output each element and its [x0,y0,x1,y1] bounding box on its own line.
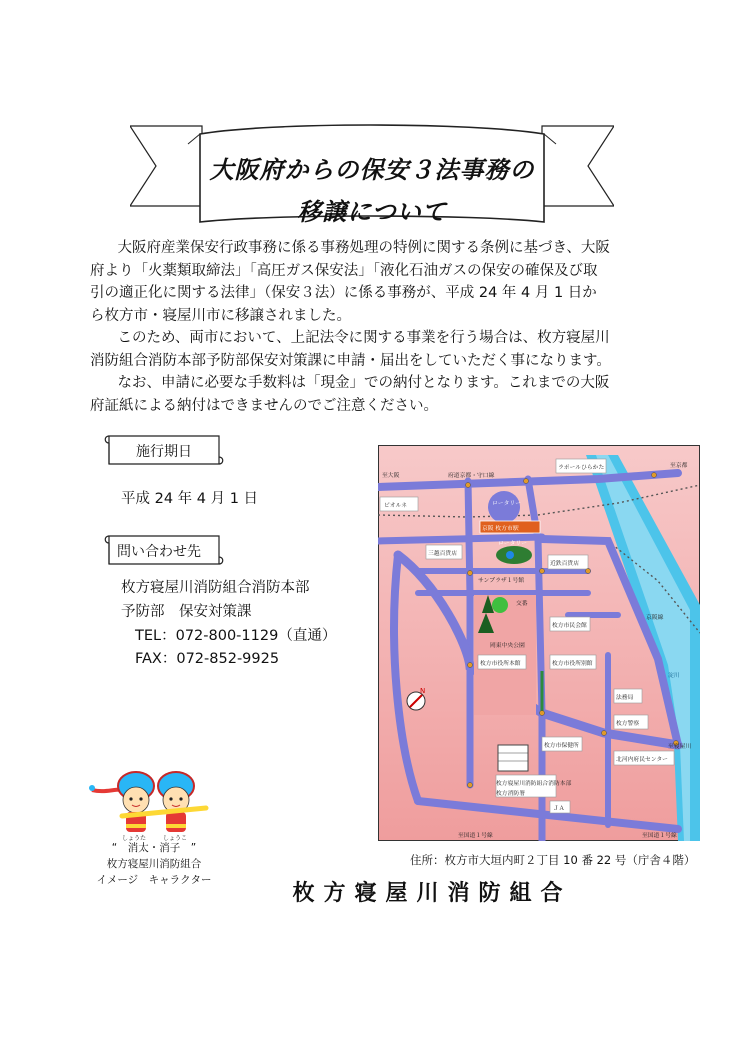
map-label: 至寝屋川 [668,744,692,750]
location-map [378,445,700,841]
map-label: 至国道１号線 [458,833,493,839]
p2-line2: 消防組合消防本部予防部保安対策課に申請・届出をしていただく事になります。 [90,352,611,369]
map-label: 三越百貨店 [428,551,457,557]
map-label: 北河内府民センター [616,757,668,763]
organization-name: 枚方寝屋川消防組合 [292,881,572,906]
mascot-caption: イメージ キャラクター [96,874,212,886]
contact-fax: FAX：072-852-9925 [135,651,280,667]
contact-label-text: 問い合わせ先 [117,544,201,560]
page-title-line1: 大阪府からの保安３法事務の [209,156,535,184]
map-label: 至国道１号線 [642,833,677,839]
map-label: 近鉄百貨店 [550,561,579,567]
map-label: サンプラザ１号館 [478,578,525,584]
mascot-ruby-2: しょうこ [163,835,188,842]
mascot-ruby-1: しょうた [122,835,147,842]
map-label: 至大阪 [382,473,400,479]
map-label: 枚方市役所本館 [480,661,521,667]
contact-label [103,533,225,567]
contact-dept: 予防部 保安対策課 [121,604,252,620]
map-label: 枚方市保健所 [544,743,579,749]
mascot-org: 枚方寝屋川消防組合 [106,858,202,870]
map-label: 枚方寝屋川消防組合消防本部 [496,781,572,787]
map-label: 岡東中央公園 [490,643,525,649]
map-label: 府道京都・守口線 [448,473,495,479]
p1-line4: ら枚方市・寝屋川市に移譲されました。 [90,307,351,324]
effective-date-label [103,433,225,467]
map-label: 交番 [516,601,528,607]
map-label: ロータリー [498,541,527,547]
map-label: 枚方消防署 [496,791,525,797]
map-label: 枚方警察 [616,721,640,727]
p1-line2: 府より「火薬類取締法」「高圧ガス保安法」「液化石油ガスの保安の確保及び取 [90,262,598,279]
map-label: ロータリー [492,501,521,507]
address: 住所：枚方市大垣内町２丁目 10 番 22 号（庁舎４階） [410,853,696,867]
map-label: 枚方市役所別館 [552,661,593,667]
contact-tel: TEL：072-800-1129（直通） [135,628,337,644]
map-label: ビオルネ [384,503,408,509]
body-text [90,237,663,417]
map-label: ラポールひらかた [558,465,605,471]
map-label: 枚方市民会館 [552,623,587,629]
map-label: 京阪線 [646,615,664,621]
effective-date: 平成 24 年 4 月 1 日 [121,491,259,507]
map-label: 京阪 枚方市駅 [482,526,519,532]
p2-line1: このため、両市において、上記法令に関する事業を行う場合は、枚方寝屋川 [117,330,610,346]
map-label: 淀川 [668,673,680,679]
svg-text:N: N [420,687,426,695]
p1-line3: 引の適正化に関する法律」（保安３法）に係る事務が、平成 24 年 4 月 1 日か [90,285,597,301]
mascot-name: “ 消太・消子 ” [111,842,197,854]
p3-line1: なお、申請に必要な手数料は「現金」での納付となります。これまでの大阪 [117,375,610,391]
map-label: 法務局 [616,695,634,701]
p3-line2: 府証紙による納付はできませんのでご注意ください。 [90,397,438,414]
p1-line1: 大阪府産業保安行政事務に係る事務処理の特例に関する条例に基づき、大阪 [117,240,610,256]
fire-station-building [498,745,528,771]
page-title-line2: 移譲について [297,198,447,226]
effective-date-label-text: 施行期日 [136,444,192,460]
contact-org: 枚方寝屋川消防組合消防本部 [121,580,310,596]
map-label: 至京都 [670,463,688,469]
map-label: ＪＡ [553,806,565,812]
mascot-illustration [88,764,220,844]
